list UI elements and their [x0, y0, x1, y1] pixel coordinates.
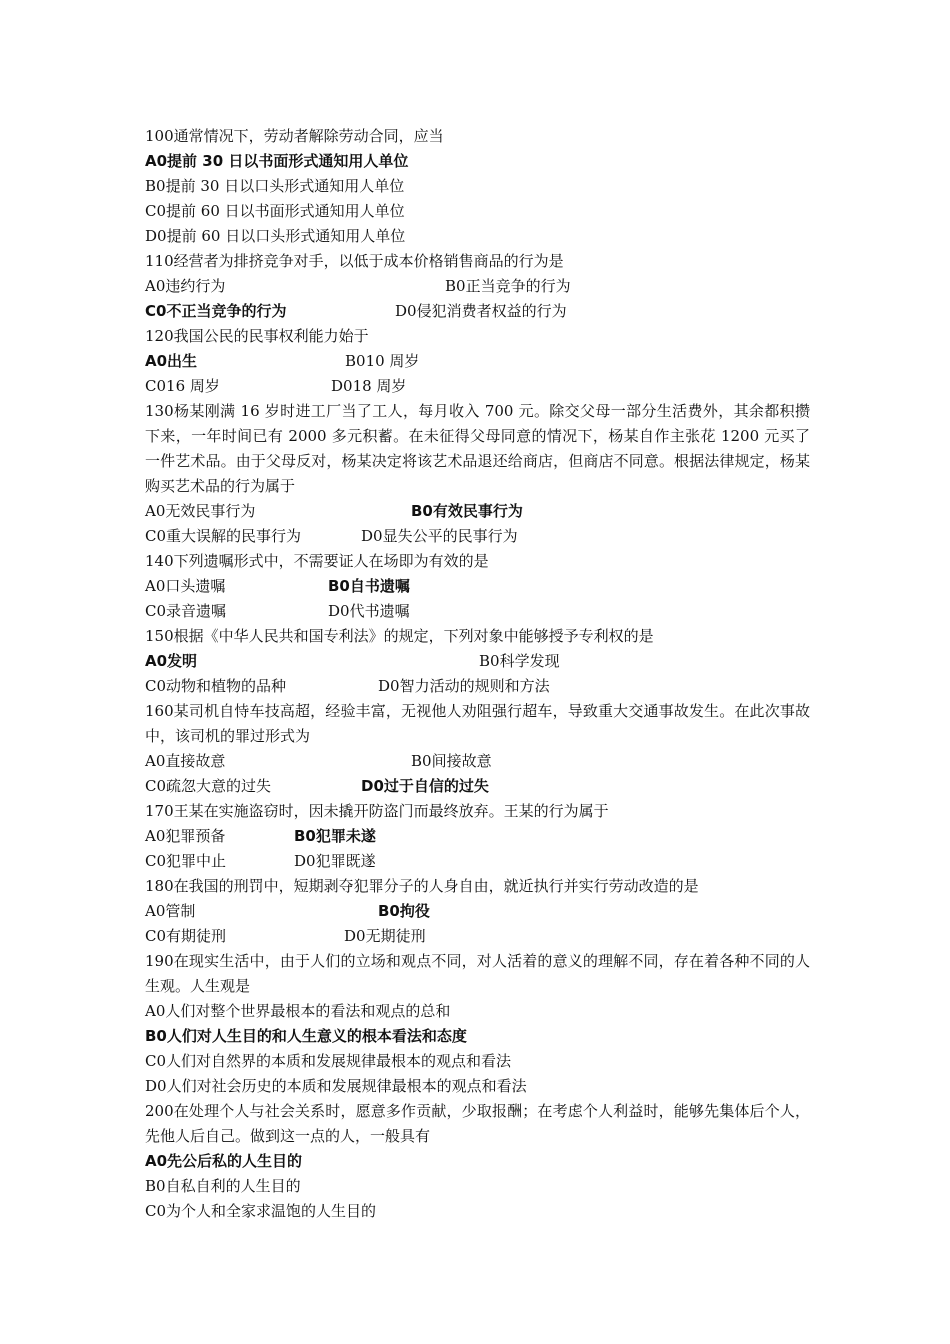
- option-row: [145, 649, 810, 674]
- option-b-answer: B0有效民事行为: [411, 502, 523, 520]
- option-d-answer: D0过于自信的过失: [361, 777, 489, 795]
- option-a: A0直接故意: [145, 752, 226, 770]
- option-c: C0录音遗嘱: [145, 602, 227, 620]
- option-b: B0科学发现: [479, 652, 560, 670]
- option-row: [145, 824, 810, 849]
- option-c: C0有期徒刑: [145, 927, 227, 945]
- option-a: A0管制: [145, 902, 196, 920]
- option-d: D0智力活动的规则和方法: [378, 677, 550, 695]
- option-d: D0侵犯消费者权益的行为: [395, 302, 567, 320]
- option-b: B0正当竞争的行为: [445, 277, 571, 295]
- option-row: [145, 524, 810, 549]
- option-row: [145, 774, 810, 799]
- question-stem: 170王某在实施盗窃时，因未撬开防盗门而最终放弃。王某的行为属于: [145, 802, 609, 820]
- option-d: D0代书遗嘱: [328, 602, 410, 620]
- option-a: A0违约行为: [145, 277, 226, 295]
- question-stem: 180在我国的刑罚中，短期剥夺犯罪分子的人身自由，就近执行并实行劳动改造的是: [145, 877, 699, 895]
- question-stem: 190在现实生活中，由于人们的立场和观点不同，对人活着的意义的理解不同，存在着各种不同的人生观。人生观是: [145, 952, 810, 995]
- question-stem: 130杨某刚满 16 岁时进工厂当了工人，每月收入 700 元。除交父母一部分生活费外，其余都积攒下来，一年时间已有 2000 多元积蓄。在未征得父母同意的情况下，杨某自作主张花 1200 元买了一件艺术品。由于父母反对，杨某决定将该艺术品退还给商店，但商店不同意。根据法律规定，杨某购买艺术品的行为属于: [145, 402, 810, 495]
- option-d: D0提前 60 日以口头形式通知用人单位: [145, 227, 406, 245]
- option-row: [145, 499, 810, 524]
- option-row: [145, 374, 810, 399]
- option-c: C0动物和植物的品种: [145, 677, 287, 695]
- option-d: D0显失公平的民事行为: [361, 527, 518, 545]
- option-a: A0口头遗嘱: [145, 577, 226, 595]
- option-a-answer: A0发明: [145, 652, 198, 670]
- option-b-answer: B0自书遗嘱: [328, 577, 410, 595]
- option-b-answer: B0人们对人生目的和人生意义的根本看法和态度: [145, 1027, 467, 1045]
- option-b-answer: B0拘役: [378, 902, 430, 920]
- option-c: C016 周岁: [145, 377, 220, 395]
- option-c: C0人们对自然界的本质和发展规律最根本的观点和看法: [145, 1052, 512, 1070]
- option-b: B0自私自利的人生目的: [145, 1177, 301, 1195]
- option-c: C0疏忽大意的过失: [145, 777, 272, 795]
- option-d: D0无期徒刑: [344, 927, 426, 945]
- option-c: C0重大误解的民事行为: [145, 527, 302, 545]
- question-stem: 150根据《中华人民共和国专利法》的规定，下列对象中能够授予专利权的是: [145, 627, 654, 645]
- question-stem: 160某司机自恃车技高超，经验丰富，无视他人劝阻强行超车，导致重大交通事故发生。在此次事故中，该司机的罪过形式为: [145, 702, 810, 745]
- option-row: [145, 674, 810, 699]
- option-a-answer: A0出生: [145, 352, 198, 370]
- question-stem: 120我国公民的民事权利能力始于: [145, 327, 369, 345]
- question-stem: 110经营者为排挤竞争对手，以低于成本价格销售商品的行为是: [145, 252, 564, 270]
- option-row: [145, 849, 810, 874]
- option-c: C0提前 60 日以书面形式通知用人单位: [145, 202, 405, 220]
- option-row: [145, 899, 810, 924]
- option-row: [145, 599, 810, 624]
- option-row: [145, 749, 810, 774]
- option-a: A0人们对整个世界最根本的看法和观点的总和: [145, 1002, 451, 1020]
- option-b: B0间接故意: [411, 752, 492, 770]
- option-a: A0无效民事行为: [145, 502, 256, 520]
- question-list: [145, 124, 810, 1224]
- option-d: D0人们对社会历史的本质和发展规律最根本的观点和看法: [145, 1077, 527, 1095]
- option-b: B010 周岁: [345, 352, 420, 370]
- option-a-answer: A0先公后私的人生目的: [145, 1152, 303, 1170]
- option-d: D0犯罪既遂: [294, 852, 376, 870]
- option-b: B0提前 30 日以口头形式通知用人单位: [145, 177, 405, 195]
- option-row: [145, 574, 810, 599]
- option-a: A0犯罪预备: [145, 827, 226, 845]
- option-d: D018 周岁: [331, 377, 407, 395]
- question-stem: 200在处理个人与社会关系时，愿意多作贡献，少取报酬；在考虑个人利益时，能够先集体后个人，先他人后自己。做到这一点的人，一般具有: [145, 1102, 810, 1145]
- question-stem: 140下列遗嘱形式中，不需要证人在场即为有效的是: [145, 552, 489, 570]
- option-b-answer: B0犯罪未遂: [294, 827, 376, 845]
- question-stem: 100通常情况下，劳动者解除劳动合同，应当: [145, 127, 444, 145]
- option-row: [145, 299, 810, 324]
- option-c: C0为个人和全家求温饱的人生目的: [145, 1202, 377, 1220]
- option-a-answer: A0提前 30 日以书面形式通知用人单位: [145, 152, 409, 170]
- option-c: C0犯罪中止: [145, 852, 227, 870]
- option-c-answer: C0不正当竞争的行为: [145, 302, 287, 320]
- option-row: [145, 924, 810, 949]
- option-row: [145, 349, 810, 374]
- option-row: [145, 274, 810, 299]
